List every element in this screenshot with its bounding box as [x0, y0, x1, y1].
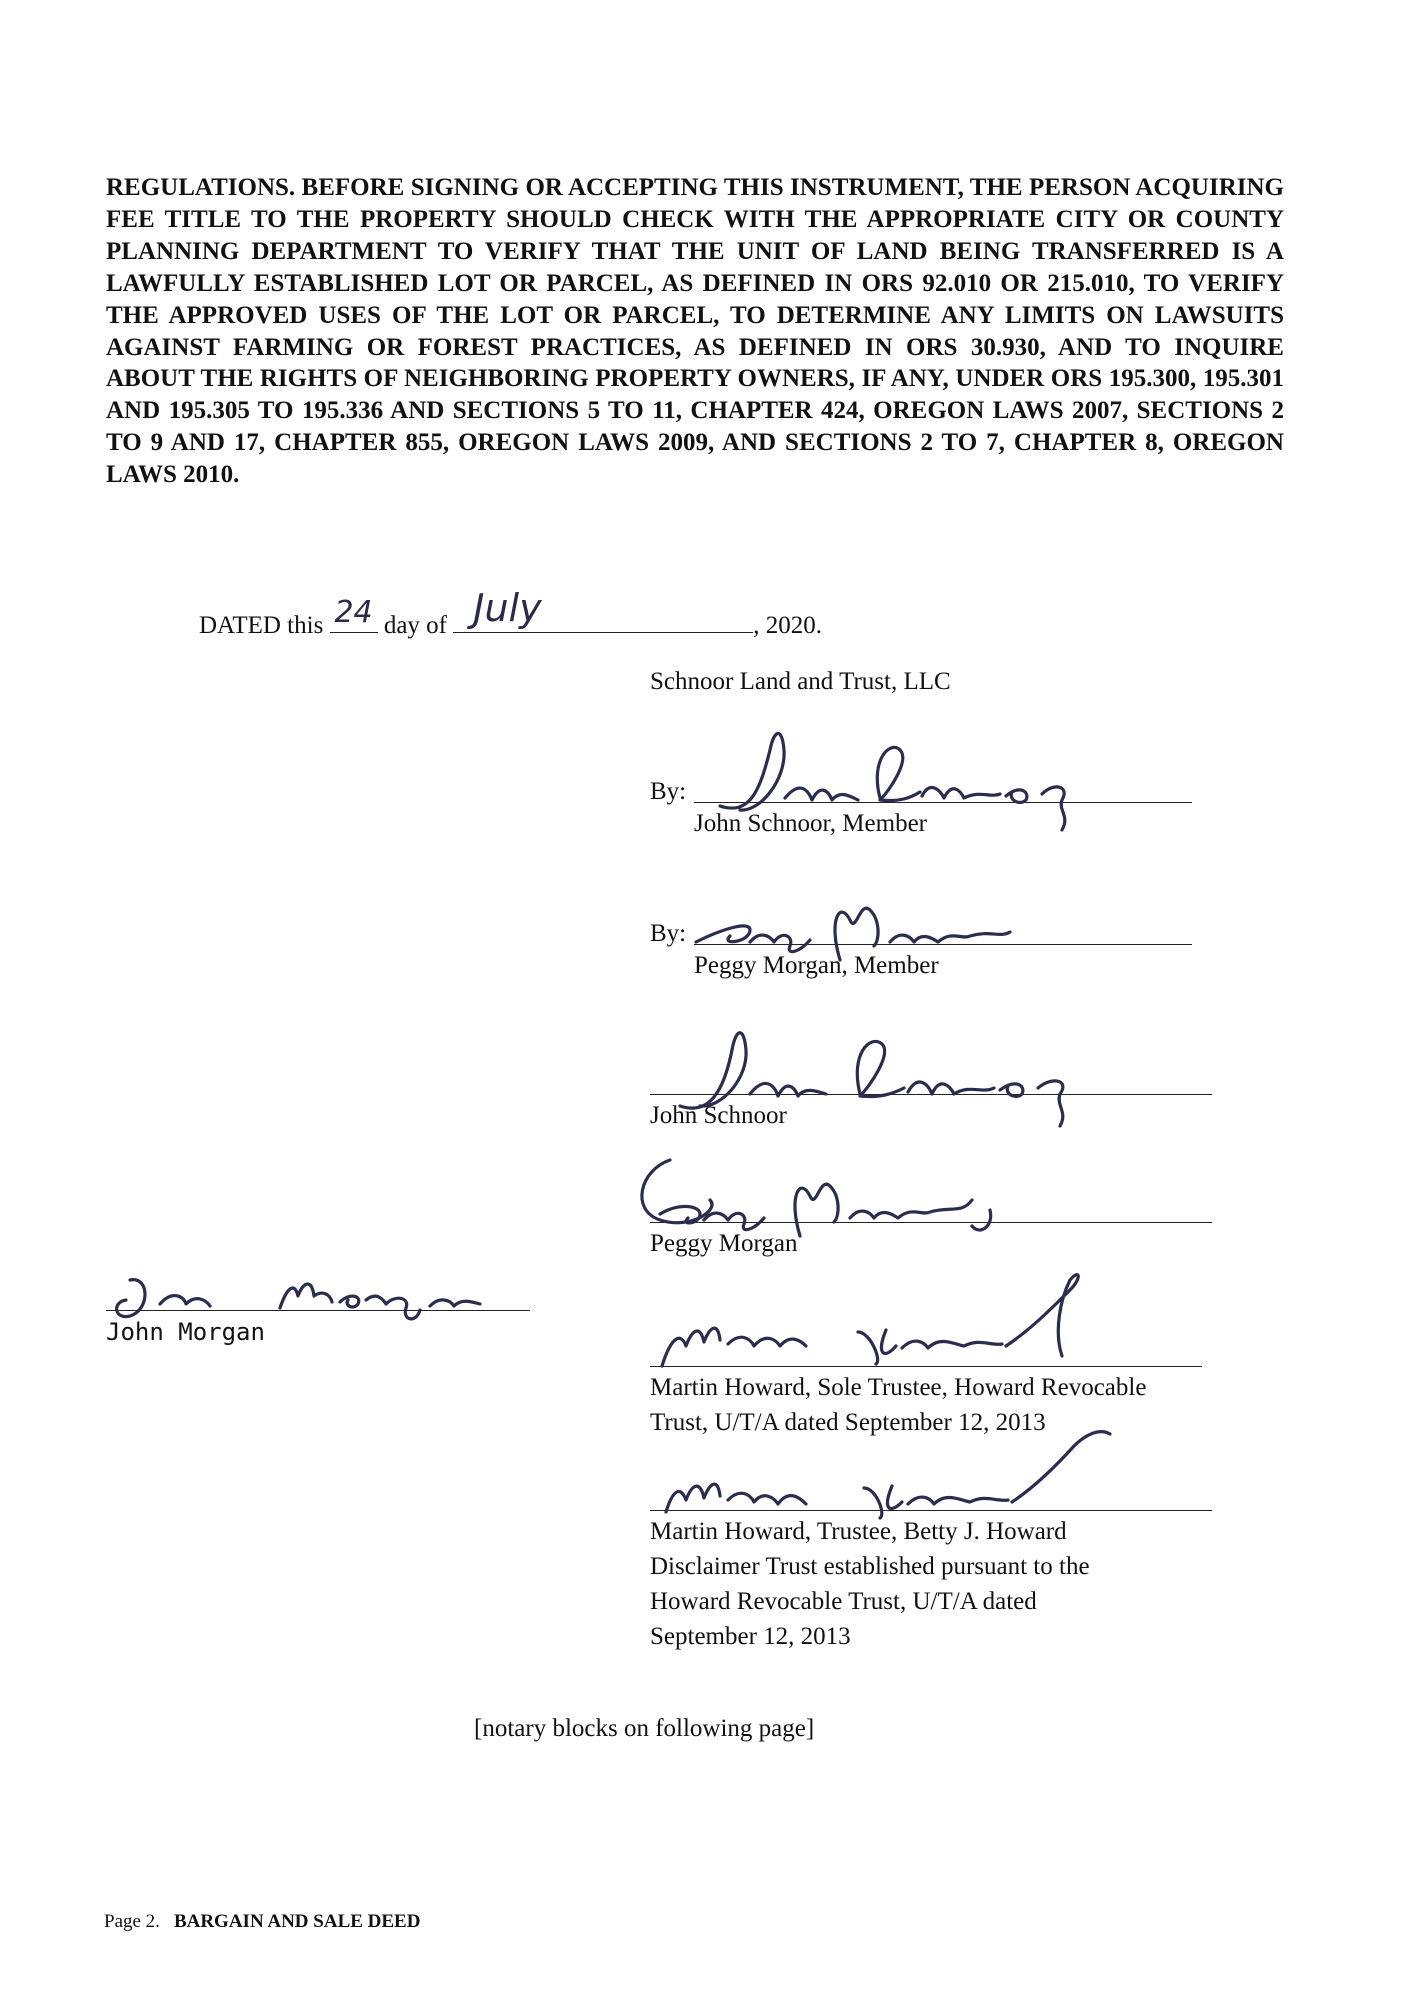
dated-prefix: DATED this [199, 612, 324, 639]
handwritten-day: 24 [334, 595, 373, 630]
signer-martin-howard-trustee-line4: September 12, 2013 [650, 1623, 851, 1650]
signature-martin-howard-trustee [650, 1420, 1210, 1520]
signer-john-schnoor: John Schnoor [650, 1102, 787, 1129]
dated-line [199, 586, 822, 640]
page-footer [104, 1911, 420, 1933]
signer-martin-howard-trustee-line1: Martin Howard, Trustee, Betty J. Howard [650, 1518, 1067, 1545]
signer-john-schnoor-member: John Schnoor, Member [694, 810, 927, 837]
signer-martin-howard-trustee-line2: Disclaimer Trust established pursuant to the [650, 1553, 1090, 1580]
notary-note: [notary blocks on following page] [474, 1715, 815, 1742]
regulations-paragraph: REGULATIONS. BEFORE SIGNING OR ACCEPTING THIS INSTRUMENT, THE PERSON ACQUIRING FEE TITLE TO THE PROPERTY SHOULD CHECK WITH THE APPROPRIATE CITY OR COUNTY PLANNING DEPARTMENT TO VERIFY THAT THE UNIT OF LAND BEING TRANSFERRED IS A LAWFULLY ESTABLISHED LOT OR PARCEL, AS DEFINED IN ORS 92.010 OR 215.010, TO VERIFY THE APPROVED USES OF THE LOT OR PARCEL, TO DETERMINE ANY LIMITS ON LAWSUITS AGAINST FARMING OR FOREST PRACTICES, AS DEFINED IN ORS 30.930, AND TO INQUIRE ABOUT THE RIGHTS OF NEIGHBORING PROPERTY OWNERS, IF ANY, UNDER ORS 195.300, 195.301 AND 195.305 TO 195.336 AND SECTIONS 5 TO 11, CHAPTER 424, OREGON LAWS 2007, SECTIONS 2 TO 9 AND 17, CHAPTER 855, OREGON LAWS 2009, AND SECTIONS 2 TO 7, CHAPTER 8, OREGON LAWS 2010. [106, 174, 1284, 489]
signer-martin-howard-sole-trustee-line2: Trust, U/T/A dated September 12, 2013 [650, 1409, 1046, 1436]
signer-john-morgan: John Morgan [106, 1318, 265, 1346]
signer-peggy-morgan: Peggy Morgan [650, 1230, 798, 1257]
signature-martin-howard-sole-trustee [650, 1260, 1210, 1380]
signer-peggy-morgan-member: Peggy Morgan, Member [694, 952, 939, 979]
dated-suffix: , 2020. [753, 612, 822, 639]
signer-martin-howard-sole-trustee-line1: Martin Howard, Sole Trustee, Howard Revocable [650, 1374, 1147, 1401]
by-label: By: [650, 920, 687, 947]
day-field [330, 595, 378, 633]
document-title: BARGAIN AND SALE DEED [173, 1911, 421, 1932]
signer-martin-howard-trustee-line3: Howard Revocable Trust, U/T/A dated [650, 1588, 1037, 1615]
page-number: Page 2. [104, 1911, 160, 1932]
handwritten-month: July [473, 586, 542, 630]
by-label: By: [650, 778, 687, 805]
dated-middle: day of [383, 612, 447, 639]
month-field [453, 586, 753, 633]
entity-name: Schnoor Land and Trust, LLC [650, 668, 951, 695]
